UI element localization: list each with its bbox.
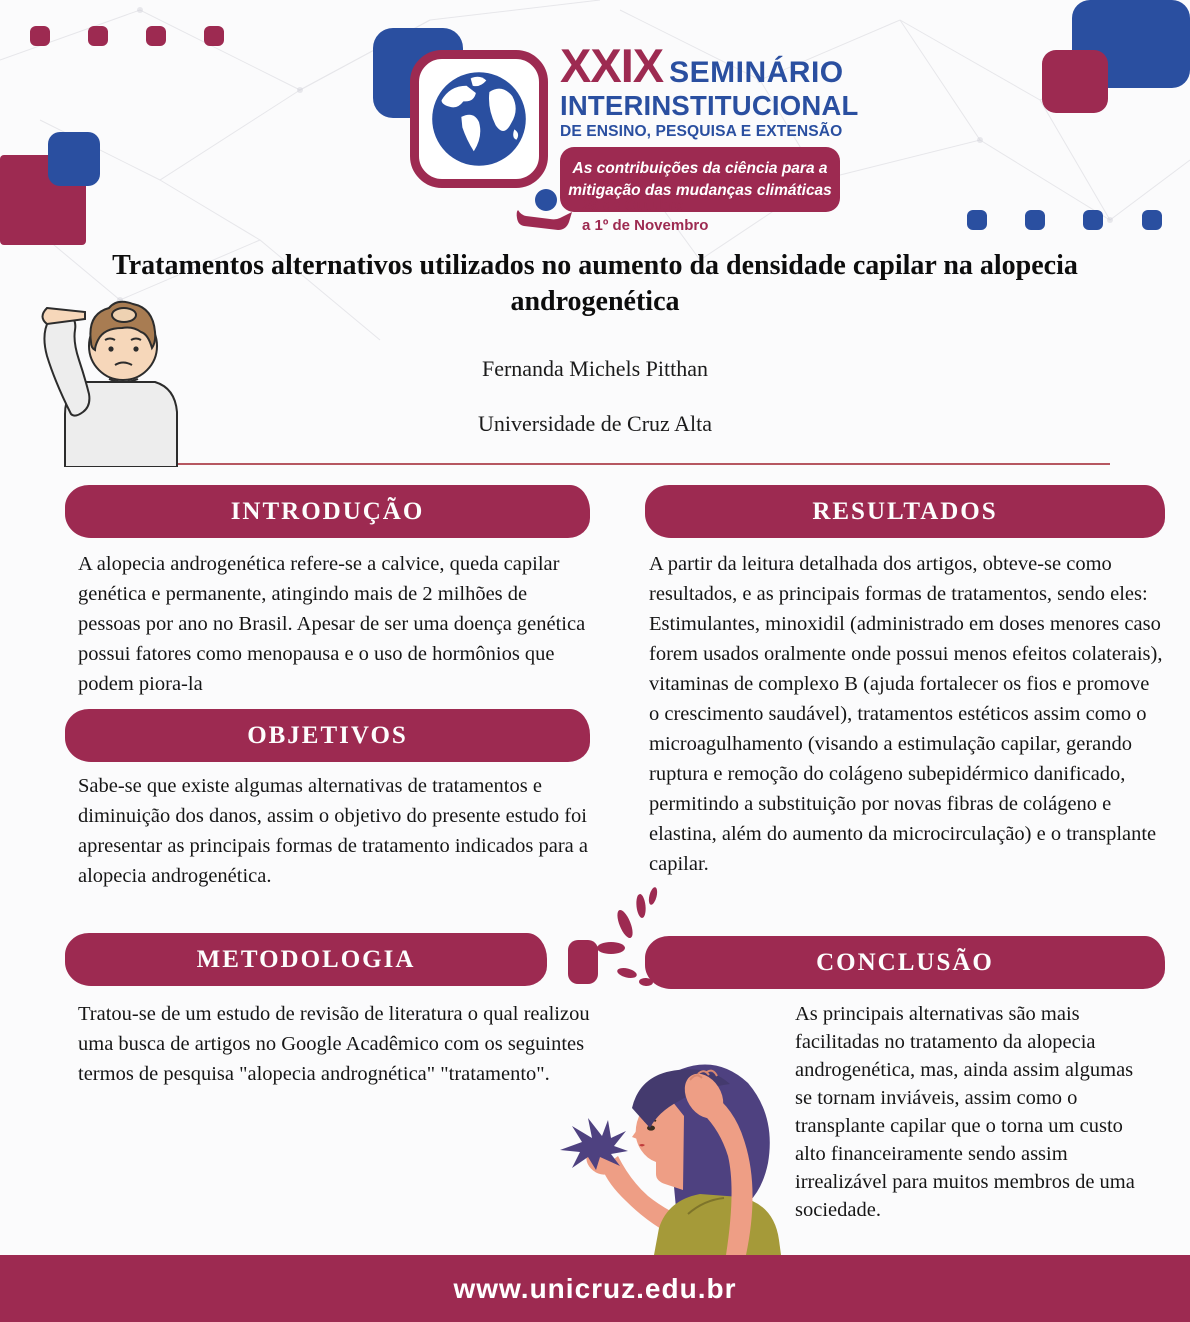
section-body-introducao: A alopecia androgenética refere-se a calvice, queda capilar genética e permanente, atingindo mais de 2 milhões de pessoas por ano no Brasil. Apesar de ser uma doença genética possui fatores como menopausa e o uso de hormônios que podem piora-la <box>78 553 586 695</box>
burst-decoration-icon <box>596 884 658 989</box>
section-body-resultados: A partir da leitura detalhada dos artigos, obteve-se como resultados, e as principais formas de tratamentos, sendo eles: Estimulantes, minoxidil (administrado em doses menores caso forem usados oralmente onde possui menos efeitos colaterais), vitaminas de complexo B (ajuda fortalecer os fios e promove o crescimento saudável), tratamentos estéticos assim como o microagulhamento (visando a estimulação capilar, gerando ruptura e remoção do colágeno subepidérmico danificado, permitindo a substituição por novas fibras de colágeno e elastina, além do aumento da microcirculação) e o transplante capilar. <box>649 553 1163 875</box>
globe-icon <box>427 67 531 171</box>
event-number: XXIX <box>560 39 664 92</box>
event-header <box>560 39 859 212</box>
poster-institution: Universidade de Cruz Alta <box>478 411 712 436</box>
unicruz-u-icon <box>512 188 574 234</box>
event-date-line2: a 1º de Novembro <box>582 216 709 234</box>
deco-square <box>30 26 50 46</box>
seminar-logo <box>410 50 548 188</box>
footer-bar <box>0 1255 1190 1322</box>
section-heading-metodologia: METODOLOGIA <box>65 933 547 986</box>
deco-square <box>1042 50 1108 113</box>
deco-square <box>1142 210 1162 230</box>
event-name-line1: SEMINÁRIO <box>669 56 844 89</box>
section-heading-resultados: RESULTADOS <box>645 485 1165 538</box>
footer-url: www.unicruz.edu.br <box>453 1272 737 1304</box>
section-body-metodologia: Tratou-se de um estudo de revisão de literatura o qual realizou uma busca de artigos no Google Acadêmico com os seguintes termos de pesquisa "alopecia andrognética" "tratamento". <box>78 1003 590 1085</box>
event-subtitle: DE ENSINO, PESQUISA E EXTENSÃO <box>560 122 843 140</box>
section-heading-introducao: INTRODUÇÃO <box>65 485 590 538</box>
man-pointing-at-bald-spot-illustration <box>5 282 210 467</box>
section-heading-conclusao: CONCLUSÃO <box>645 936 1165 989</box>
event-dates-row <box>512 188 708 235</box>
deco-square <box>88 26 108 46</box>
section-body-objetivos: Sabe-se que existe algumas alternativas de tratamentos e diminuição dos danos, assim o objetivo do presente estudo foi apresentar as principais formas de tratamento indicados para a alopecia androgenética. <box>78 775 589 887</box>
event-date-line1: 29 de Outubro <box>582 197 684 214</box>
section-body-conclusao: As principais alternativas são mais facilitadas no tratamento da alopecia androgenética, mas, ainda assim algumas se tornam inviáveis, assim como o transplante capilar que o torna um custo alto financeiramente sendo assim irrealizável para muitos membros de uma sociedade. <box>795 1003 1135 1221</box>
poster-author: Fernanda Michels Pitthan <box>481 356 709 381</box>
woman-holding-fallen-hair-illustration <box>538 1038 788 1255</box>
pill-end-cap <box>568 940 598 984</box>
divider-line <box>160 463 1110 465</box>
poster-title: Tratamentos alternativos utilizados no aumento da densidade capilar na alopecia androgenética <box>112 250 1078 318</box>
deco-square <box>967 210 987 230</box>
deco-square <box>146 26 166 46</box>
event-name-line2: INTERINSTITUCIONAL <box>560 90 859 121</box>
theme-line2: mitigação das mudanças climáticas <box>568 181 832 199</box>
theme-line1: As contribuições da ciência para a <box>572 160 828 178</box>
deco-square <box>1083 210 1103 230</box>
section-heading-objetivos: OBJETIVOS <box>65 709 590 762</box>
deco-square <box>204 26 224 46</box>
deco-square <box>1025 210 1045 230</box>
deco-square <box>48 132 100 186</box>
